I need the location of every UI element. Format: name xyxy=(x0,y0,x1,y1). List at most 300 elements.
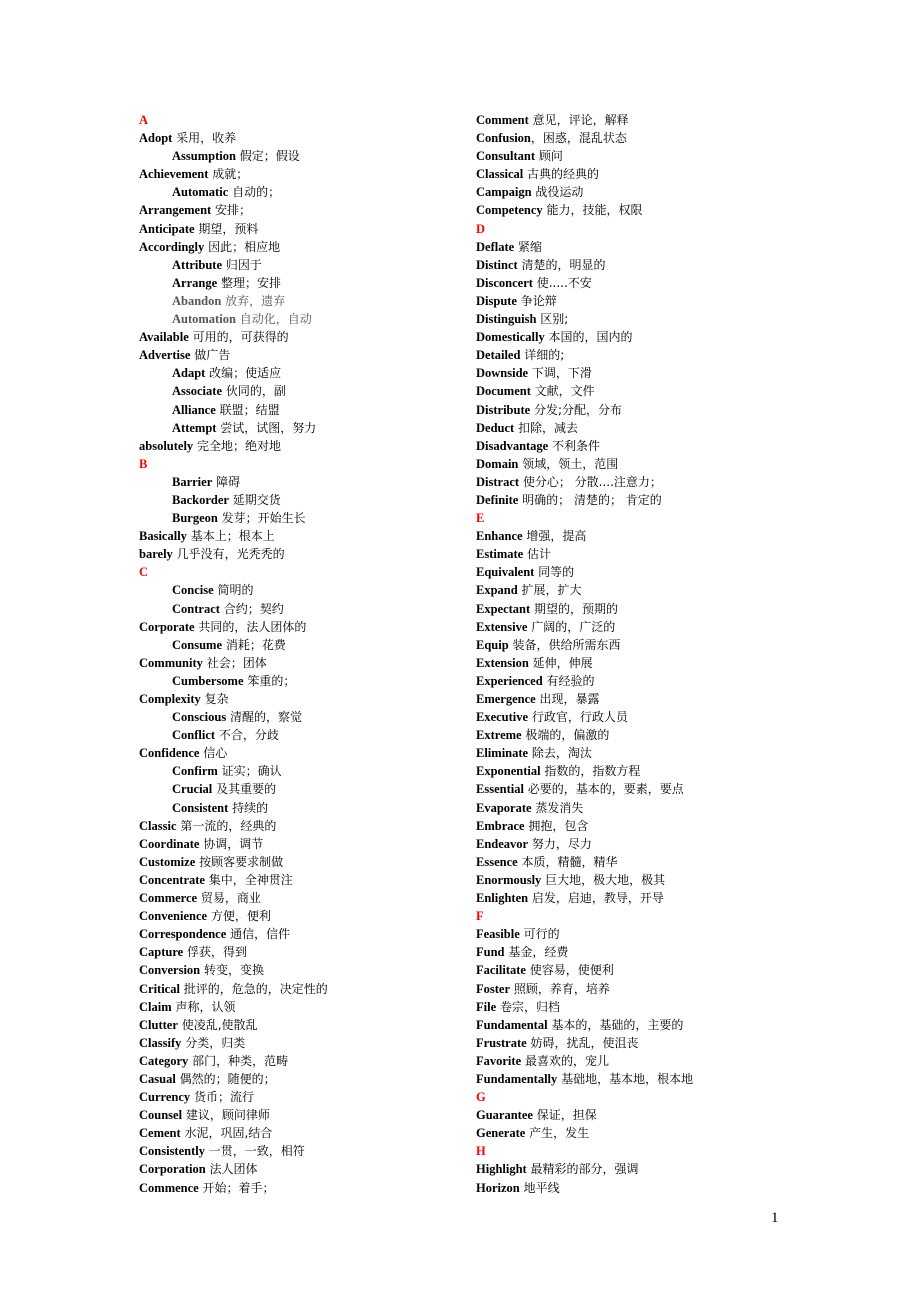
vocab-entry xyxy=(139,889,519,907)
vocab-entry xyxy=(139,998,519,1016)
vocab-meaning: 努力，尽力 xyxy=(528,836,592,851)
vocab-meaning: 俘获，得到 xyxy=(183,945,248,960)
vocab-word: Campaign xyxy=(476,185,532,200)
vocab-meaning: 改编；使适应 xyxy=(205,366,282,381)
vocab-word: Convenience xyxy=(139,909,208,924)
vocab-meaning: 出现，暴露 xyxy=(535,692,600,706)
vocab-meaning: 转变，变换 xyxy=(200,963,264,978)
vocab-entry xyxy=(139,220,519,238)
vocab-meaning: 整理；安排 xyxy=(217,275,281,290)
vocab-meaning: 不利条件 xyxy=(548,438,601,453)
vocab-entry xyxy=(139,943,519,961)
vocab-entry xyxy=(476,1106,856,1124)
vocab-meaning: 清楚的，明显的 xyxy=(517,257,606,272)
vocab-meaning: 联盟；结盟 xyxy=(215,402,280,417)
vocab-word: Distract xyxy=(476,474,520,489)
vocab-meaning: 行政官，行政人员 xyxy=(528,710,628,725)
vocab-entry xyxy=(476,563,856,581)
vocab-meaning: 文献，文件 xyxy=(530,384,595,399)
vocab-meaning: 本国的，国内的 xyxy=(544,330,633,345)
section-letter: E xyxy=(476,511,485,526)
vocab-entry xyxy=(139,491,519,509)
vocab-entry xyxy=(476,672,856,690)
vocab-word: Contract xyxy=(172,601,220,616)
vocab-word: File xyxy=(476,999,497,1014)
vocab-word: Enormously xyxy=(476,872,542,887)
right-column xyxy=(476,111,856,1197)
vocab-word: Extreme xyxy=(476,728,522,743)
vocab-entry xyxy=(139,545,519,563)
vocab-entry xyxy=(139,1179,519,1197)
vocab-meaning: 使凌乱,使散乱 xyxy=(177,1017,258,1032)
vocab-word: Consistent xyxy=(172,800,229,815)
vocab-meaning: 极端的，偏激的 xyxy=(521,728,610,743)
vocab-meaning: 同等的 xyxy=(534,565,575,580)
vocab-entry xyxy=(476,401,856,419)
vocab-word: Burgeon xyxy=(172,511,218,526)
vocab-entry xyxy=(476,925,856,943)
vocab-word: Evaporate xyxy=(476,800,532,815)
vocab-word: Consume xyxy=(172,637,223,652)
vocab-meaning: 偶然的；随便的； xyxy=(175,1071,276,1086)
vocab-entry xyxy=(476,437,856,455)
vocab-meaning: 证实；确认 xyxy=(217,764,282,779)
vocab-entry xyxy=(139,274,519,292)
vocab-meaning: ，困惑，混乱状态 xyxy=(530,131,627,146)
vocab-word: Counsel xyxy=(139,1108,183,1123)
vocab-word: Adapt xyxy=(172,366,206,381)
vocab-meaning: 按顾客要求制做 xyxy=(195,854,284,869)
vocab-entry xyxy=(476,600,856,618)
vocab-word: Automatic xyxy=(172,185,229,200)
vocab-entry xyxy=(139,238,519,256)
vocab-word: Deflate xyxy=(476,239,515,254)
vocab-word: Essential xyxy=(476,782,524,797)
vocab-entry xyxy=(139,636,519,654)
vocab-word: Generate xyxy=(476,1126,526,1141)
vocab-entry xyxy=(139,672,519,690)
vocab-meaning: 集中，全神贯注 xyxy=(204,872,293,887)
vocab-meaning: 使分心； 分散....注意力； xyxy=(519,474,662,489)
vocab-word: Facilitate xyxy=(476,963,526,978)
left-column xyxy=(139,111,522,1197)
vocab-entry xyxy=(139,147,519,165)
vocab-word: Corporation xyxy=(139,1162,206,1177)
vocab-word: Community xyxy=(139,655,203,670)
vocab-entry xyxy=(139,1034,519,1052)
vocab-word: Attribute xyxy=(172,257,222,272)
vocab-entry xyxy=(139,980,519,998)
vocab-entry xyxy=(476,726,856,744)
vocab-meaning: 不合，分歧 xyxy=(215,728,279,743)
vocab-meaning: 安排； xyxy=(211,203,252,218)
vocab-meaning: 批评的，危急的，决定性的 xyxy=(179,981,328,996)
vocab-word: Capture xyxy=(139,945,184,960)
vocab-word: Fundamental xyxy=(476,1017,548,1032)
vocab-entry xyxy=(476,527,856,545)
vocab-meaning: 开始；着手； xyxy=(198,1180,275,1195)
vocab-entry xyxy=(139,1124,519,1142)
vocab-meaning: 声称，认领 xyxy=(171,999,236,1014)
vocab-meaning: 合约；契约 xyxy=(219,601,284,616)
vocab-meaning: 使容易，使便利 xyxy=(525,963,614,978)
vocab-entry xyxy=(476,364,856,382)
vocab-meaning: 社会；团体 xyxy=(202,655,267,670)
vocab-entry xyxy=(476,1160,856,1178)
vocab-entry xyxy=(139,1070,519,1088)
vocab-entry xyxy=(476,274,856,292)
vocab-meaning: 领域，领土，范围 xyxy=(518,456,619,471)
vocab-meaning: 扩展，扩大 xyxy=(517,583,582,598)
section-letter: C xyxy=(139,565,149,580)
vocab-word: Basically xyxy=(139,529,187,544)
vocab-entry xyxy=(139,961,519,979)
vocab-entry xyxy=(476,871,856,889)
vocab-entry xyxy=(139,925,519,943)
vocab-word: Consistently xyxy=(139,1144,205,1159)
vocab-word: Critical xyxy=(139,981,180,996)
vocab-word: Automation xyxy=(172,312,236,327)
vocab-meaning: 指数的，指数方程 xyxy=(540,764,641,779)
vocab-entry xyxy=(476,618,856,636)
vocab-entry xyxy=(476,817,856,835)
section-letter: H xyxy=(476,1144,486,1159)
vocab-word: Conscious xyxy=(172,710,227,725)
vocab-meaning: 水泥，巩固,结合 xyxy=(180,1126,273,1141)
vocab-word: Arrange xyxy=(172,275,218,290)
vocab-word: Document xyxy=(476,384,531,399)
vocab-entry xyxy=(476,545,856,563)
vocab-entry xyxy=(139,708,519,726)
vocab-word: Detailed xyxy=(476,348,521,363)
vocab-entry xyxy=(139,364,519,382)
vocab-entry xyxy=(139,780,519,798)
vocab-entry xyxy=(139,799,519,817)
vocab-meaning: 及其重要的 xyxy=(212,782,277,797)
vocab-entry xyxy=(476,654,856,672)
vocab-word: Concise xyxy=(172,583,214,598)
vocab-entry xyxy=(476,310,856,328)
vocab-word: Distinguish xyxy=(476,312,537,327)
vocab-entry xyxy=(139,129,519,147)
vocab-meaning: 基础地，基本地，根本地 xyxy=(557,1071,694,1086)
vocab-meaning: 明确的； 清楚的； 肯定的 xyxy=(518,492,662,507)
vocab-word: Correspondence xyxy=(139,927,227,942)
vocab-meaning: 期望，预料 xyxy=(194,221,259,236)
vocab-meaning: 巨大地，极大地，极其 xyxy=(541,872,666,887)
vocab-word: Advertise xyxy=(139,348,191,363)
vocab-word: Executive xyxy=(476,710,529,725)
vocab-meaning: 战役运动 xyxy=(531,185,584,200)
vocab-word: Foster xyxy=(476,981,511,996)
vocab-meaning: 意见，评论，解释 xyxy=(528,113,629,127)
vocab-entry xyxy=(476,419,856,437)
vocab-word: Essence xyxy=(476,854,518,869)
vocab-word: Domestically xyxy=(476,330,545,345)
vocab-meaning: 简明的 xyxy=(213,583,254,598)
vocab-word: Equip xyxy=(476,637,509,652)
vocab-word: Classic xyxy=(139,818,177,833)
vocab-entry xyxy=(139,346,519,364)
vocab-entry xyxy=(139,654,519,672)
vocab-entry xyxy=(476,382,856,400)
vocab-word: Downside xyxy=(476,366,529,381)
vocab-word: Classify xyxy=(139,1035,182,1050)
vocab-word: Feasible xyxy=(476,927,520,942)
vocab-word: Associate xyxy=(172,384,222,399)
vocab-word: Endeavor xyxy=(476,836,529,851)
vocab-meaning: 延伸，伸展 xyxy=(528,655,593,670)
vocab-meaning: 可行的 xyxy=(519,927,560,942)
vocab-word: absolutely xyxy=(139,438,194,453)
vocab-meaning: 发芽；开始生长 xyxy=(217,511,306,526)
vocab-word: Distinct xyxy=(476,257,518,272)
vocab-word: Conversion xyxy=(139,963,201,978)
vocab-entry xyxy=(139,1142,519,1160)
vocab-word: Achievement xyxy=(139,167,209,182)
vocab-word: Eliminate xyxy=(476,746,529,761)
vocab-word: Classical xyxy=(476,167,524,182)
vocab-word: Competency xyxy=(476,203,543,218)
vocab-word: Conflict xyxy=(172,728,216,743)
vocab-entry xyxy=(139,1016,519,1034)
vocab-word: Equivalent xyxy=(476,565,535,580)
vocab-entry xyxy=(139,1088,519,1106)
vocab-word: Embrace xyxy=(476,818,525,833)
vocab-word: Accordingly xyxy=(139,239,205,254)
vocab-word: Commence xyxy=(139,1180,199,1195)
vocab-word: Expectant xyxy=(476,601,531,616)
vocab-word: Enlighten xyxy=(476,891,529,906)
vocab-word: Clutter xyxy=(139,1017,178,1032)
vocab-meaning: 基金，经费 xyxy=(504,945,569,960)
vocab-meaning: 顾问 xyxy=(535,149,563,164)
vocab-entry xyxy=(139,419,519,437)
vocab-entry xyxy=(139,581,519,599)
vocab-word: Customize xyxy=(139,854,196,869)
vocab-entry xyxy=(139,256,519,274)
vocab-entry xyxy=(476,762,856,780)
vocab-entry xyxy=(476,473,856,491)
vocab-entry xyxy=(139,618,519,636)
vocab-meaning: 地平线 xyxy=(519,1180,560,1195)
vocab-word: Complexity xyxy=(139,692,201,706)
vocab-word: Confidence xyxy=(139,746,200,761)
vocab-meaning: 消耗；花费 xyxy=(222,637,286,652)
vocab-word: Fundamentally xyxy=(476,1071,558,1086)
vocab-entry xyxy=(139,817,519,835)
vocab-meaning: 最喜欢的，宠儿 xyxy=(521,1053,609,1068)
vocab-word: Casual xyxy=(139,1071,176,1086)
page-number: 1 xyxy=(771,1210,779,1226)
vocab-word: Cement xyxy=(139,1126,181,1141)
vocab-meaning: 因此；相应地 xyxy=(204,239,281,254)
vocab-word: Deduct xyxy=(476,420,515,435)
vocab-meaning: 放弃，遗弃 xyxy=(221,293,286,308)
vocab-meaning: 紧缩 xyxy=(514,239,542,254)
vocab-entry xyxy=(476,961,856,979)
vocab-meaning: 做广告 xyxy=(190,348,231,363)
vocab-meaning: 争论辩 xyxy=(516,293,557,308)
vocab-meaning: 广阔的，广泛的 xyxy=(527,619,616,634)
vocab-word: Extensive xyxy=(476,619,528,634)
vocab-meaning: 能力，技能，权限 xyxy=(542,203,643,218)
vocab-entry xyxy=(476,581,856,599)
vocab-meaning: 下调，下滑 xyxy=(528,366,592,381)
vocab-entry xyxy=(139,1052,522,1070)
vocab-meaning: 法人团体 xyxy=(205,1162,258,1177)
vocab-entry xyxy=(139,328,519,346)
vocab-entry xyxy=(476,491,856,509)
vocab-word: Distribute xyxy=(476,402,531,417)
vocab-entry xyxy=(476,147,856,165)
vocab-meaning: 蒸发消失 xyxy=(531,800,584,815)
vocab-meaning: 货币；流行 xyxy=(190,1090,254,1105)
vocab-entry xyxy=(139,201,519,219)
vocab-word: Definite xyxy=(476,492,519,507)
vocab-word: Favorite xyxy=(476,1053,522,1068)
vocab-meaning: 可用的，可获得的 xyxy=(188,330,289,345)
vocab-meaning: 分类，归类 xyxy=(181,1035,246,1050)
vocab-entry xyxy=(476,129,856,147)
vocab-entry xyxy=(476,690,856,708)
vocab-meaning: 最精彩的部分，强调 xyxy=(526,1162,639,1177)
vocab-entry xyxy=(476,455,856,473)
vocab-word: Crucial xyxy=(172,782,213,797)
vocab-word: Enhance xyxy=(476,529,523,544)
vocab-entry xyxy=(476,799,856,817)
section-letter: G xyxy=(476,1090,486,1105)
vocab-entry xyxy=(139,1160,519,1178)
vocab-entry xyxy=(476,636,856,654)
vocab-word: Coordinate xyxy=(139,836,200,851)
vocab-meaning: 基本的，基础的，主要的 xyxy=(547,1017,684,1032)
vocab-word: Backorder xyxy=(172,492,229,507)
vocab-word: Consultant xyxy=(476,149,536,164)
vocab-meaning: 基本上；根本上 xyxy=(186,529,275,544)
vocab-meaning: 照顾，养育，培养 xyxy=(510,981,610,996)
vocab-word: Concentrate xyxy=(139,872,205,887)
vocab-word: barely xyxy=(139,547,173,562)
vocab-meaning: 装备，供给所需东西 xyxy=(508,637,621,652)
vocab-entry xyxy=(139,382,519,400)
vocab-entry xyxy=(476,111,856,129)
vocab-meaning: 部门，种类，范畴 xyxy=(188,1053,289,1068)
vocab-meaning: 古典的经典的 xyxy=(523,167,600,182)
vocab-meaning: 信心 xyxy=(199,746,228,761)
vocab-meaning: 伙同的，副 xyxy=(222,384,286,399)
vocab-word: Claim xyxy=(139,999,172,1014)
vocab-entry xyxy=(476,1034,856,1052)
vocab-word: Expand xyxy=(476,583,518,598)
vocab-meaning: 障碍 xyxy=(212,474,241,489)
vocab-meaning: 归因于 xyxy=(222,257,262,272)
vocab-meaning: 使.....不安 xyxy=(532,275,592,290)
vocab-meaning: 本质，精髓，精华 xyxy=(517,854,618,869)
vocab-meaning: 贸易，商业 xyxy=(197,891,261,906)
vocab-word: Currency xyxy=(139,1090,191,1105)
vocab-word: Fund xyxy=(476,945,505,960)
vocab-meaning: 一贯，一致，相符 xyxy=(204,1144,305,1159)
vocab-meaning: 自动的； xyxy=(228,185,281,200)
vocab-entry xyxy=(476,835,856,853)
vocab-entry xyxy=(476,1179,856,1197)
vocab-meaning: 持续的 xyxy=(228,800,269,815)
vocab-meaning: 复杂 xyxy=(200,692,229,706)
section-letter: A xyxy=(139,113,149,127)
vocab-meaning: 产生，发生 xyxy=(525,1126,590,1141)
vocab-word: Confusion xyxy=(476,131,531,146)
vocab-entry xyxy=(476,780,856,798)
vocab-entry xyxy=(139,907,519,925)
vocab-entry xyxy=(476,328,856,346)
vocab-meaning: 扣除，减去 xyxy=(514,420,579,435)
vocab-word: Cumbersome xyxy=(172,673,244,688)
vocab-entry xyxy=(476,256,856,274)
vocab-entry xyxy=(476,998,856,1016)
vocab-meaning: 几乎没有，光秃秃的 xyxy=(172,547,285,562)
vocab-meaning: 卷宗，归档 xyxy=(496,999,560,1014)
vocab-word: Disadvantage xyxy=(476,438,549,453)
vocab-word: Category xyxy=(139,1053,189,1068)
vocab-word: Emergence xyxy=(476,692,536,706)
vocab-entry xyxy=(476,980,856,998)
vocab-entry xyxy=(139,690,519,708)
vocab-meaning: 必要的，基本的，要素，要点 xyxy=(523,782,684,797)
section-letter: D xyxy=(476,221,486,236)
vocab-entry xyxy=(139,744,519,762)
vocab-entry xyxy=(476,183,856,201)
vocab-entry xyxy=(139,473,519,491)
vocab-entry xyxy=(476,744,856,762)
vocab-entry xyxy=(139,762,519,780)
vocab-word: Assumption xyxy=(172,149,236,164)
vocab-word: Confirm xyxy=(172,764,218,779)
vocab-meaning: 采用，收养 xyxy=(172,131,237,146)
vocab-meaning: 保证，担保 xyxy=(532,1108,597,1123)
vocab-word: Commerce xyxy=(139,891,198,906)
vocab-entry xyxy=(139,726,519,744)
vocab-meaning: 协调，调节 xyxy=(199,836,264,851)
vocab-word: Anticipate xyxy=(139,221,195,236)
section-letter: F xyxy=(476,909,484,924)
vocab-word: Adopt xyxy=(139,131,173,146)
vocab-meaning: 通信，信件 xyxy=(226,927,291,942)
vocab-word: Horizon xyxy=(476,1180,520,1195)
vocab-meaning: 期望的，预期的 xyxy=(530,601,618,616)
vocab-entry xyxy=(139,600,519,618)
vocab-meaning: 有经验的 xyxy=(542,673,595,688)
vocab-meaning: 估计 xyxy=(523,547,552,562)
vocab-word: Attempt xyxy=(172,420,217,435)
vocab-entry xyxy=(476,1124,856,1142)
vocab-meaning: 详细的; xyxy=(520,348,565,363)
vocab-word: Alliance xyxy=(172,402,216,417)
vocab-meaning: 尝试，试图，努力 xyxy=(216,420,317,435)
vocab-meaning: 分发;分配，分布 xyxy=(530,402,623,417)
vocab-entry xyxy=(139,871,519,889)
vocab-entry xyxy=(139,310,519,328)
vocab-word: Guarantee xyxy=(476,1108,533,1123)
section-letter: B xyxy=(139,456,148,471)
vocab-word: Experienced xyxy=(476,673,543,688)
vocab-entry xyxy=(476,1016,856,1034)
vocab-meaning: 启发，启迪，教导，开导 xyxy=(528,891,664,906)
vocab-meaning: 共同的，法人团体的 xyxy=(194,619,307,634)
vocab-meaning: 建议，顾问律师 xyxy=(182,1108,270,1123)
vocab-meaning: 拥抱，包含 xyxy=(524,818,589,833)
vocab-entry xyxy=(139,1106,519,1124)
